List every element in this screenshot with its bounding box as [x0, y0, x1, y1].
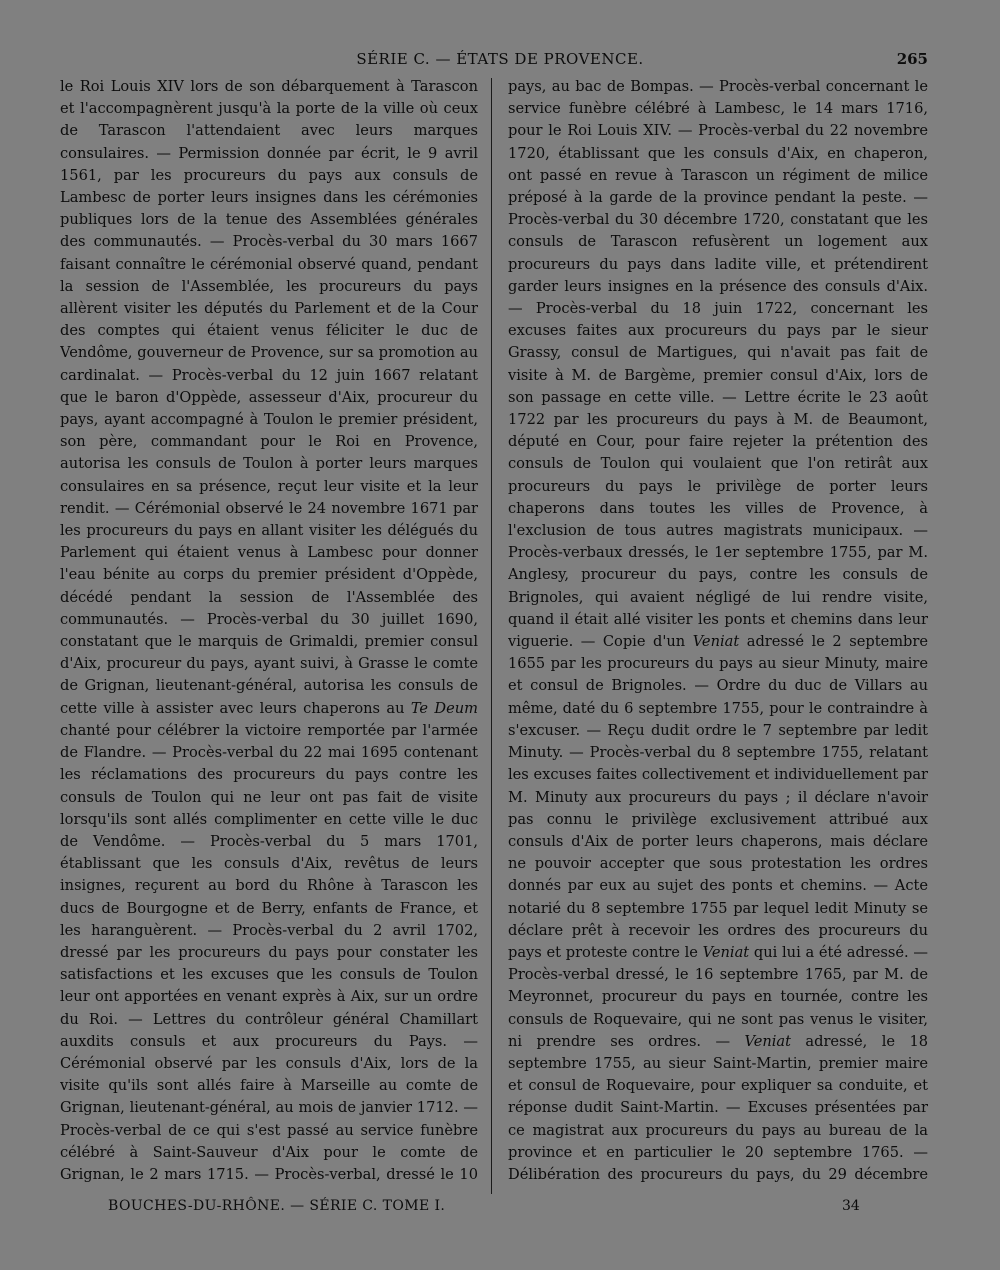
- footer-collection: BOUCHES-DU-RHÔNE. — SÉRIE C. TOME I.: [108, 1198, 446, 1214]
- page-number: 265: [896, 50, 928, 68]
- text-run: qui lui a été adressé. — Procès-verbal dressé, le 16 septembre 1765, par M. de Meyronnet, procureur du pays en tournée, contre les consuls de Roquevaire, qui ne sont pas venus le visiter, ni prendre ses ordres. —: [508, 943, 928, 1050]
- footer-signature: 34: [842, 1198, 860, 1214]
- left-column: [60, 76, 478, 1188]
- text-run: adressé, le 18 septembre 1755, au sieur Saint-Martin, premier maire et consul de Roquevaire, pour expliquer sa conduite, et réponse dudit Saint-Martin. — Excuses présentées par ce magistrat aux procureurs du pays au bureau de la province et en particulier le 20 septembre 1765. — Délibération des procureurs du pays, du 29 décembre: [508, 1032, 928, 1183]
- text-run: pays, au bac de Bompas. — Procès-verbal concernant le service funèbre célébré à Lambesc, le 14 mars 1716, pour le Roi Louis XIV. — Procès-verbal du 22 novembre 1720, établissant que les consuls d'Aix, en chaperon, ont passé en revue à Tarascon un régiment de milice préposé à la garde de la province pendant la peste. — Procès-verbal du 30 décembre 1720, constatant que les consuls de Tarascon refusèrent un logement aux procureurs du pays dans ladite ville, et prétendirent garder leurs insignes en la présence des consuls d'Aix. — Procès-verbal du 18 juin 1722, concernant les excuses faites aux procureurs du pays par le sieur Grassy, consul de Martigues, qui n'avait pas fait de visite à M. de Bargème, premier consul d'Aix, lors de son passage en cette ville. — Lettre écrite le 23 août 1722 par les procureurs du pays à M. de Beaumont, député en Cour, pour faire rejeter la prétention des consuls de Toulon qui voulaient que l'on retirât aux procureurs du pays le privilège de porter leurs chaperons dans toutes les villes de Provence, à l'exclusion de tous autres magistrats municipaux. — Procès-verbaux dressés, le 1er septembre 1755, par M. Anglesy, procureur du pays, contre les consuls de Brignoles, qui avaient négligé de lui rendre visite, quand il était allé visiter les ponts et chemins dans leur viguerie. — Copie d'un: [508, 78, 928, 651]
- left-column-text: [60, 76, 478, 1188]
- column-divider: [491, 78, 492, 1194]
- header-title: SÉRIE C. — ÉTATS DE PROVENCE.: [356, 50, 644, 68]
- page-footer: [0, 1198, 1000, 1220]
- italic-term: Veniat: [692, 633, 740, 651]
- italic-term: Veniat: [744, 1032, 791, 1050]
- text-run: le Roi Louis XIV lors de son débarquement à Tarascon et l'accompagnèrent jusqu'à la porte de la ville où ceux de Tarascon l'attendaient avec leurs marques consulaires. — Permission donnée par écrit, le 9 avril 1561, par les procureurs du pays aux consuls de Lambesc de porter leurs insignes dans les cérémonies publiques lors de la tenue des Assemblées générales des communautés. — Procès-verbal du 30 mars 1667 faisant connaître le cérémonial observé quand, pendant la session de l'Assemblée, les procureurs du pays allèrent visiter les députés du Parlement et de la Cour des comptes qui étaient venus féliciter le duc de Vendôme, gouverneur de Provence, sur sa promotion au cardinalat. — Procès-verbal du 12 juin 1667 relatant que le baron d'Oppède, assesseur d'Aix, procureur du pays, ayant accompagné à Toulon le premier président, son père, commandant pour le Roi en Provence, autorisa les consuls de Toulon à porter leurs marques consulaires en sa présence, reçut leur visite et la leur rendit. — Cérémonial observé le 24 novembre 1671 par les procureurs du pays en allant visiter les délégués du Parlement qui étaient venus à Lambesc pour donner l'eau bénite au corps du premier président d'Oppède, décédé pendant la session de l'Assemblée des communautés. — Procès-verbal du 30 juillet 1690, constatant que le marquis de Grimaldi, premier consul d'Aix, procureur du pays, ayant suivi, à Grasse le comte de Grignan, lieutenant-général, autorisa les consuls de cette ville à assister avec leurs chaperons au: [60, 78, 478, 717]
- text-run: adressé le 2 septembre 1655 par les procureurs du pays au sieur Minuty, maire et consul de Brignoles. — Ordre du duc de Villars au même, daté du 6 septembre 1755, pour le contraindre à s'excuser. — Reçu dudit ordre le 7 septembre par ledit Minuty. — Procès-verbal du 8 septembre 1755, relatant les excuses faites collectivement et individuellement par M. Minuty aux procureurs du pays ; il déclare n'avoir pas connu le privilège exclusivement attribué aux consuls d'Aix de porter leurs chaperons, mais déclare ne pouvoir accepter que sous protestation les ordres donnés par eux au sujet des ponts et chemins. — Acte notarié du 8 septembre 1755 par lequel ledit Minuty se déclare prêt à recevoir les ordres des procureurs du pays et proteste contre le: [508, 633, 928, 961]
- italic-term: Te Deum: [410, 699, 478, 717]
- right-column-text: [508, 76, 928, 1188]
- running-header: [0, 50, 1000, 72]
- right-column: [508, 76, 928, 1188]
- italic-term: Veniat: [702, 943, 750, 961]
- text-run: chanté pour célébrer la victoire remportée par l'armée de Flandre. — Procès-verbal du 22 mai 1695 contenant les réclamations des procureurs du pays contre les consuls de Toulon qui ne leur ont pas fait de visite lorsqu'ils sont allés complimenter en cette ville le duc de Vendôme. — Procès-verbal du 5 mars 1701, établissant que les consuls d'Aix, revêtus de leurs insignes, reçurent au bord du Rhône à Tarascon les ducs de Bourgogne et de Berry, enfants de France, et les haranguèrent. — Procès-verbal du 2 avril 1702, dressé par les procureurs du pays pour constater les satisfactions et les excuses que les consuls de Toulon leur ont apportées en venant exprès à Aix, sur un ordre du Roi. — Lettres du contrôleur général Chamillart auxdits consuls et aux procureurs du Pays. — Cérémonial observé par les consuls d'Aix, lors de la visite qu'ils sont allés faire à Marseille au comte de Grignan, lieutenant-général, au mois de janvier 1712. — Procès-verbal de ce qui s'est passé au service funèbre célébré à Saint-Sauveur d'Aix pour le comte de Grignan, le 2 mars 1715. — Procès-verbal, dressé le 10: [60, 721, 478, 1183]
